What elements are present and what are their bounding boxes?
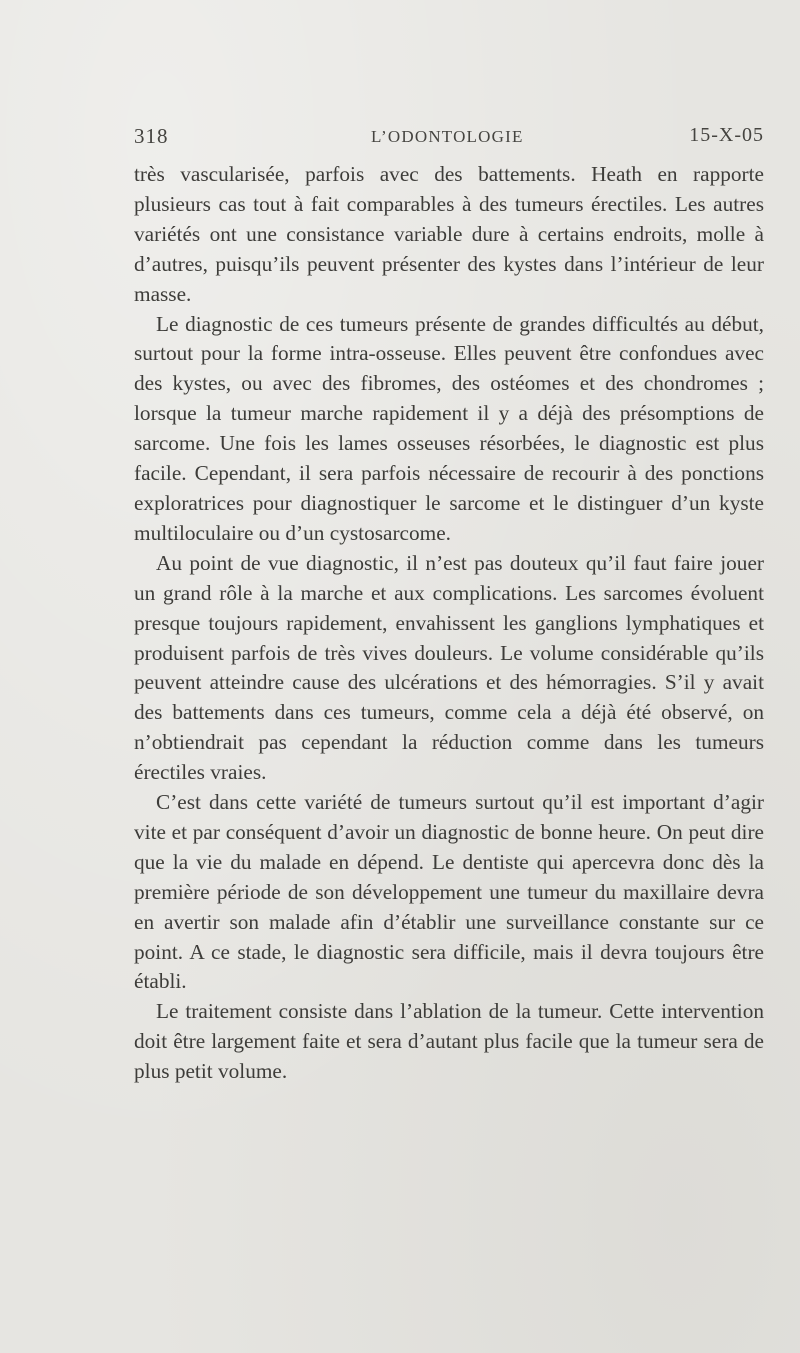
paragraph-diagnostic-difficulties: Le diagnostic de ces tumeurs présente de grandes difficultés au début, surtout pour la forme intra-osseuse. Elles peuvent être confondues avec des kystes, ou avec des fibromes, des ostéomes et des chondromes ; lorsque la tumeur marche rapidement il y a déjà des présomptions de sarcome. Une fois les lames osseuses résorbées, le diagnostic est plus facile. Cependant, il sera parfois nécessaire de recourir à des ponctions exploratrices pour diagnostiquer le sarcome et le distinguer d’un kyste multiloculaire ou d’un cystosarcome. xyxy=(134,311,764,545)
paragraph-continuation: très vascularisée, parfois avec des battements. Heath en rapporte plusieurs cas tout à fait comparables à des tumeurs érectiles. Les autres variétés ont une consistance variable dure à certains endroits, molle à d’autres, puisqu’ils peuvent présenter des kystes dans l’intérieur de leur masse. xyxy=(134,162,764,306)
page-number: 318 xyxy=(134,124,169,148)
paragraph-treatment: Le traitement consiste dans l’ablation de la tumeur. Cette intervention doit être largement faite et sera d’autant plus facile que la tumeur sera de plus petit volume. xyxy=(134,999,764,1084)
paragraph-diagnostic-course: Au point de vue diagnostic, il n’est pas douteux qu’il faut faire jouer un grand rôle à la marche et aux complications. Les sarcomes évoluent presque toujours rapidement, envahissent les ganglions lymphatiques et produisent parfois de très vives douleurs. Le volume considérable qu’ils peuvent atteindre cause des ulcérations et des hémorragies. S’il y avait des battements dans ces tumeurs, comme cela a déjà été observé, on n’obtiendrait pas cependant la réduction comme dans les tumeurs érectiles vraies. xyxy=(134,550,764,785)
paragraph-early-diagnosis: C’est dans cette variété de tumeurs surtout qu’il est important d’agir vite et par conséquent d’avoir un diagnostic de bonne heure. On peut dire que la vie du malade en dépend. Le dentiste qui apercevra donc dès la première période de son développement une tumeur du maxillaire devra en avertir son malade afin d’établir une surveillance constante sur ce point. A ce stade, le diagnostic sera difficile, mais il devra toujours être établi. xyxy=(134,790,764,994)
issue-date: 15-X-05 xyxy=(689,124,764,146)
body-text xyxy=(134,160,764,1087)
running-head xyxy=(134,124,764,154)
journal-title: L’ODONTOLOGIE xyxy=(371,127,524,146)
